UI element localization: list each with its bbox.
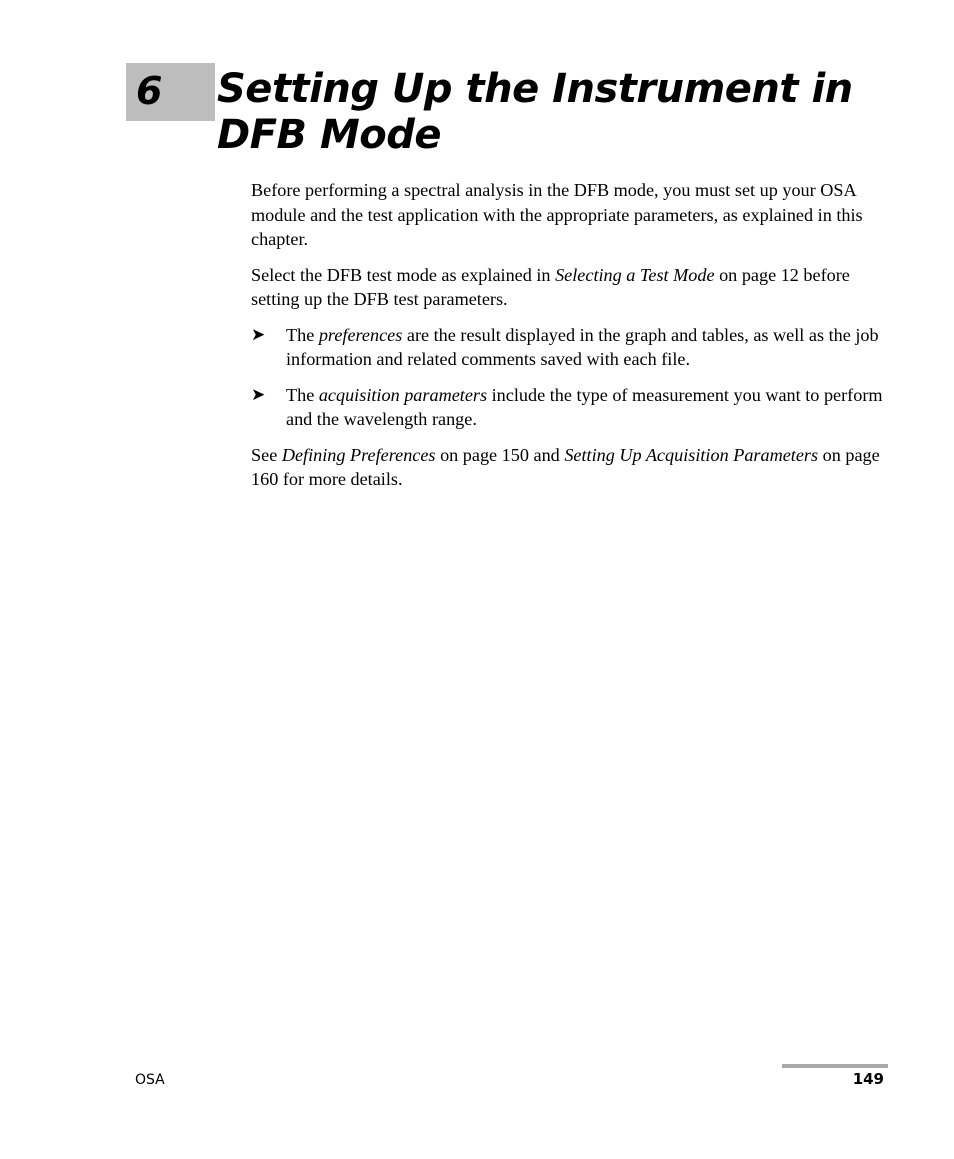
test-mode-paragraph <box>251 263 891 312</box>
arrow-bullet-icon: ➤ <box>251 384 266 404</box>
text-span: include the type of measurement you want to perform and the wavelength range. <box>286 384 883 429</box>
bullet-item-acquisition <box>251 383 891 432</box>
intro-paragraph: Before performing a spectral analysis in the DFB mode, you must set up your OSA module and the test application with the appropriate parameters, as explained in this chapter. <box>251 180 863 249</box>
footer-rule <box>782 1064 888 1068</box>
text-span: on page 160 for more details. <box>251 444 880 489</box>
chapter-title: Setting Up the Instrument in DFB Mode <box>217 66 853 158</box>
chapter-number-box <box>126 63 215 121</box>
chapter-number: 6 <box>136 69 163 113</box>
emphasis-term: preferences <box>318 324 403 345</box>
chapter-content <box>251 178 891 503</box>
text-span: The <box>286 384 319 405</box>
text-span: The <box>286 324 319 345</box>
cross-reference-link[interactable]: Selecting a Test Mode <box>555 264 715 285</box>
text-span: See <box>251 444 282 465</box>
text-span: on page 12 before setting up the DFB test parameters. <box>251 264 850 309</box>
text-span: are the result displayed in the graph and tables, as well as the job information and related comments saved with each file. <box>286 324 879 369</box>
footer-page-number: 149 <box>852 1070 884 1088</box>
footer-product-name: OSA <box>135 1072 165 1088</box>
see-also-paragraph <box>251 443 891 492</box>
text-span: on page 150 and <box>435 444 565 465</box>
bullet-item-preferences <box>251 323 891 372</box>
arrow-bullet-icon: ➤ <box>251 324 266 344</box>
emphasis-term: acquisition parameters <box>318 384 488 405</box>
cross-reference-link[interactable]: Setting Up Acquisition Parameters <box>564 444 819 465</box>
cross-reference-link[interactable]: Defining Preferences <box>281 444 436 465</box>
text-span: Select the DFB test mode as explained in <box>251 264 556 285</box>
